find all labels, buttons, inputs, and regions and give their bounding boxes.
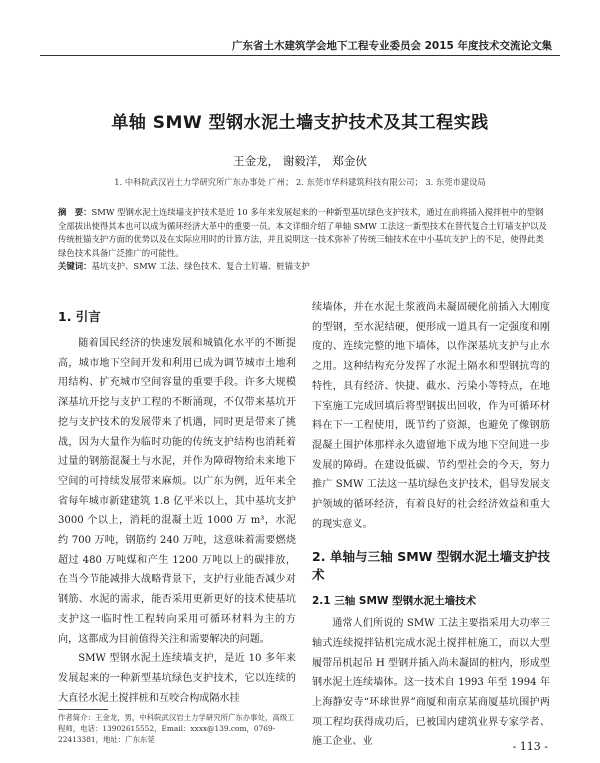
intro-paragraph-continued: 续墙体，并在水泥土浆液尚未凝固硬化前插入大刚度的型钢，至水泥结硬，便形成一道具有一定强度和刚度的、连续完整的地下墙体，以作深基坑支护与止水之用。这种结构充分发挥了水泥土隔水和型钢抗弯的特性，具有经济、快捷、截水、污染小等特点，在地下室施工完成回填后将型钢拔出回收，作为可循环材料在下一工程使用，既节约了资源，也避免了像钢筋混凝土围护体那样永久遗留地下成为地下空间进一步发展的障碍。在建设低碳、节约型社会的今天，努力推广 SMW 工法这一基坑绿色支护技术，倡导发展支护领域的循环经济，有着良好的社会经济效益和重大的现实意义。 xyxy=(312,302,550,530)
footnote-rule xyxy=(58,709,108,710)
keywords-text: 基坑支护、SMW 工法、绿色技术、复合土钉墙、桩锚支护 xyxy=(91,261,310,272)
affiliation: 1. 中科院武汉岩土力学研究所广东办事处 广州； 2. 东莞市华科建筑科技有限公司； 3. 东莞市建设局 xyxy=(114,177,486,187)
paper-title: 单轴 SMW 型钢水泥土墙支护技术及其工程实践 xyxy=(111,113,489,133)
abstract-text: SMW 型钢水泥土连续墙支护技术是近 10 多年来发展起来的一种新型基坑绿色支护技术，通过在前将插入搅拌桩中的型钢全部拔出使得其本也可以成为循环经济大革中的重要一员。本文详细介绍了单轴 SMW 工法这一新型技术在替代复合土钉墙支护以及传统桩锚支护方面的优势以及在实际应用时的计算方法，并且说明这一技术弥补了传统三轴技术在中小基坑支护上的不足，使得此类绿色技术具备广泛推广的可能性。 xyxy=(58,207,547,258)
intro-paragraph-2: SMW 型钢水泥土连续墙支护，是近 10 多年来发展起来的一种新型基坑绿色支护技术，它以连续的大直径水泥土搅拌桩和互咬合构成隔水挂 xyxy=(58,653,296,704)
running-head: 广东省土木建筑学会地下工程专业委员会 2015 年度技术交流论文集 xyxy=(231,40,552,52)
authors: 王金龙， 谢毅洋， 郑金伙 xyxy=(233,154,367,168)
section-1-heading: 1. 引言 xyxy=(58,309,101,324)
intro-paragraph-1: 随着国民经济的快速发展和城镇化水平的不断提高，城市地下空间开发和利用已成为调节城市土地利用结构、扩充城市空间容量的重要手段。许多大规模深基坑开挖与支护工程的不断涌现，不仅带来基坑开挖与支护技术的发展带来了机遇，同时更是带来了挑战，因为大量作为临时功能的传统支护结构也消耗着过量的钢筋混凝土与水泥，并作为障碍物给未来地下空间的可持续发展带来麻烦。以广东为例，近年来全省每年城市新建建筑 1.8 亿平米以上，其中基坑支护 3000 个以上，消耗的混凝土近 1000 万 m³，水泥约 700 万吨，钢筋约 240 万吨，这意味着需要燃烧超过 480 万吨煤和产生 1200 万吨以上的碳排放，在当今节能减排大战略背景下，支护行业能否减少对钢筋、水泥的需求，能否采用更新更好的技术使基坑支护这一临时性工程转向采用可循环材料为主的方向，这都成为目前值得关注和需要解决的问题。 xyxy=(58,338,296,645)
subsection-2-1-heading: 2.1 三轴 SMW 型钢水泥土墙技术 xyxy=(312,595,477,608)
header-rule xyxy=(40,55,560,56)
page-number: - 113 - xyxy=(512,740,548,753)
section-2-heading: 2. 单轴与三轴 SMW 型钢水泥土墙支护技术 xyxy=(312,549,550,583)
footnote: 作者简介：王金龙，男，中科院武汉岩土力学研究所广东办事处，高级工程师，电话：13902615552，Email：xxxx@139.com，0769-22413381，地址：广东东莞 xyxy=(58,713,295,744)
abstract-block xyxy=(58,206,548,274)
right-column xyxy=(312,298,550,752)
keywords-label: 关键词： xyxy=(58,261,92,272)
left-column xyxy=(58,298,296,708)
subsection-2-1-paragraph: 通常人们所说的 SMW 工法主要指采用大功率三轴式连续搅拌钻机完成水泥土搅拌桩施工，而以大型履带吊机起吊 H 型钢并插入尚未凝固的桩内，形成型钢水泥土连续墙体。这一技术自 1993 年至 1994 年上海静安寺“环球世界”商厦和南京某商厦基坑围护两项工程均获得成功后，已被国内建筑业界专家学者、施工企业、业 xyxy=(312,618,550,748)
abstract-label: 摘 要： xyxy=(58,207,92,217)
